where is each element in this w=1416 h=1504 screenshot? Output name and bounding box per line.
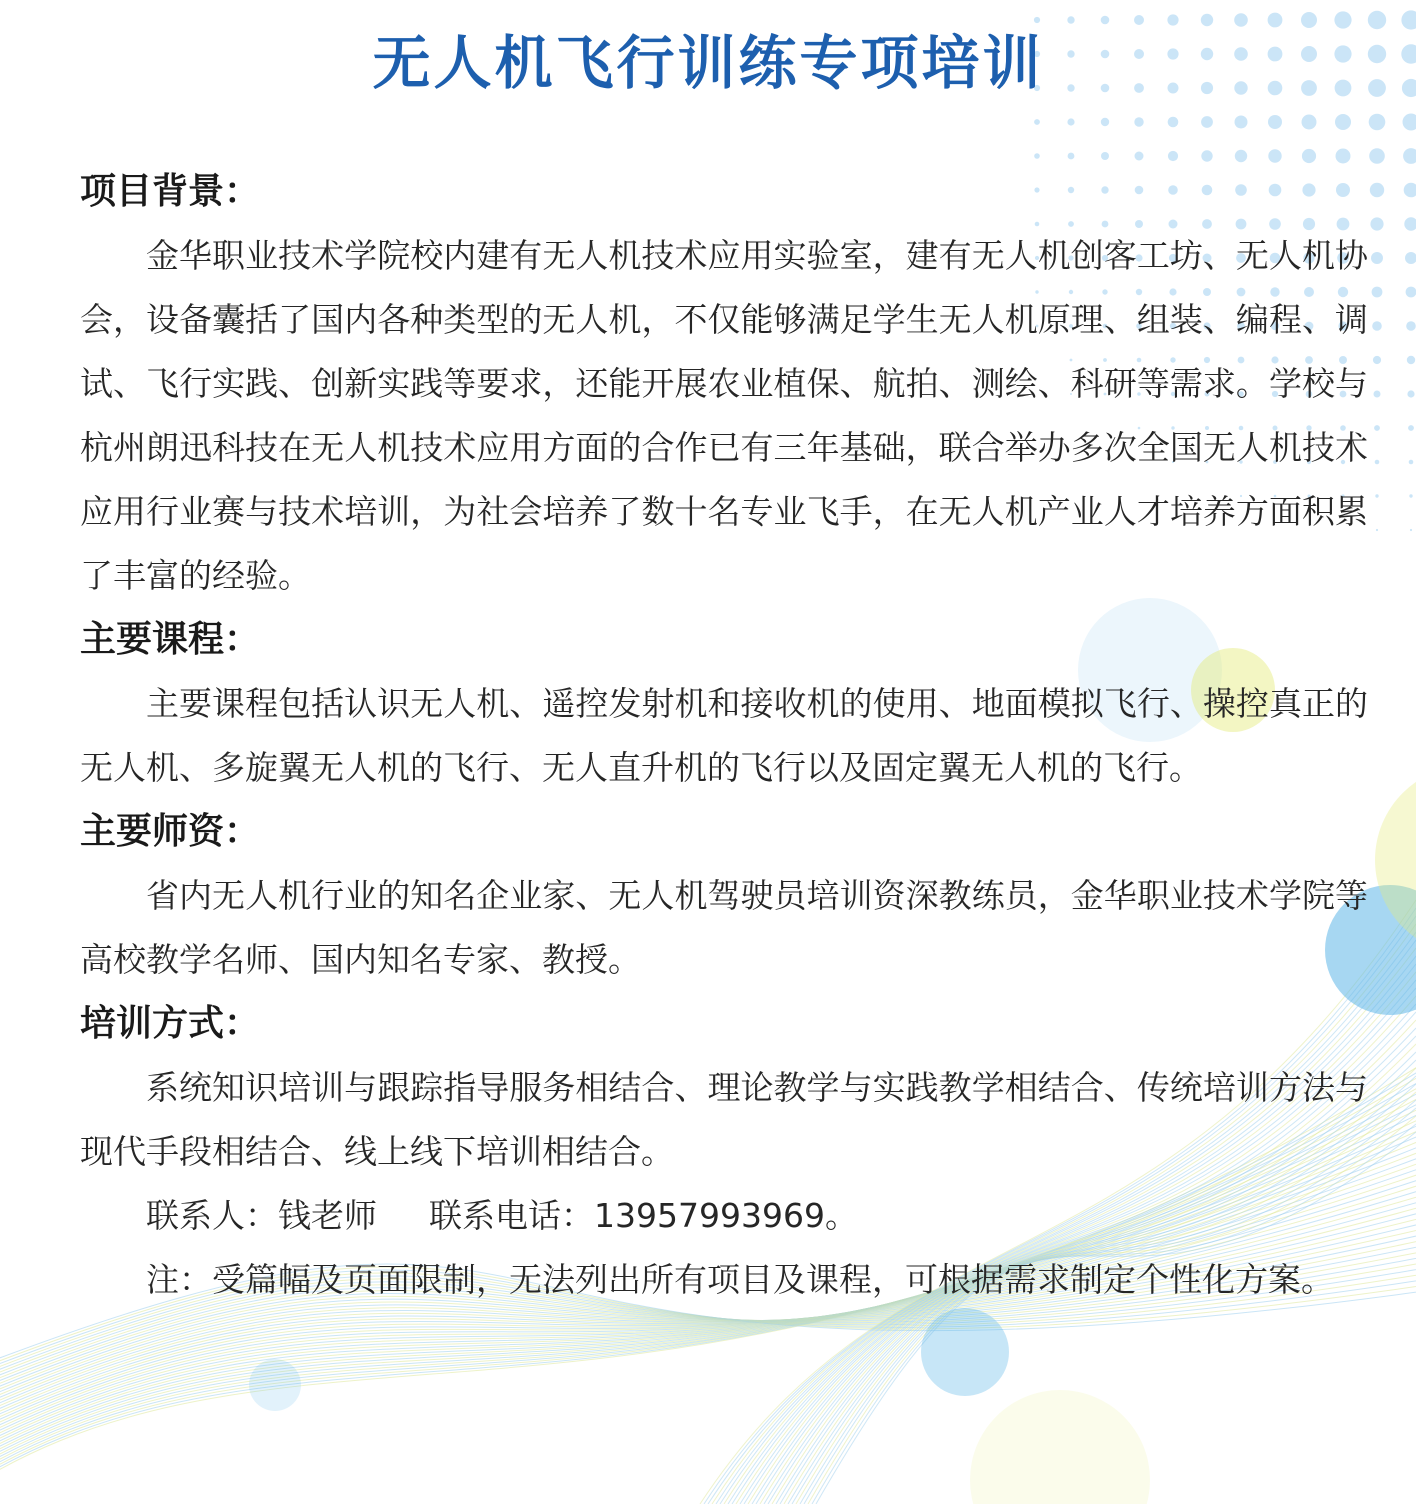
section-heading-training-mode: 培训方式： <box>80 1003 261 1044</box>
contact-phone: 联系电话：13957993969。 <box>429 1196 858 1235</box>
section-body-training-mode: 系统知识培训与跟踪指导服务相结合、理论教学与实践教学相结合、传统培训方法与现代手段相结合、线上线下培训相结合。 <box>80 1068 1368 1171</box>
contact-person: 联系人：钱老师 <box>146 1196 377 1235</box>
content <box>80 160 1368 1312</box>
note-text: 注：受篇幅及页面限制，无法列出所有项目及课程，可根据需求制定个性化方案。 <box>146 1260 1334 1299</box>
section-background <box>80 160 1368 608</box>
section-heading-courses: 主要课程： <box>80 619 261 660</box>
section-body-faculty: 省内无人机行业的知名企业家、无人机驾驶员培训资深教练员，金华职业技术学院等高校教学名师、国内知名专家、教授。 <box>80 876 1368 979</box>
section-body-courses: 主要课程包括认识无人机、遥控发射机和接收机的使用、地面模拟飞行、操控真正的无人机、多旋翼无人机的飞行、无人直升机的飞行以及固定翼无人机的飞行。 <box>80 684 1368 787</box>
section-courses <box>80 608 1368 800</box>
section-training-mode <box>80 992 1368 1184</box>
section-faculty <box>80 800 1368 992</box>
section-heading-background: 项目背景： <box>80 171 261 212</box>
section-body-background: 金华职业技术学院校内建有无人机技术应用实验室，建有无人机创客工坊、无人机协会，设备囊括了国内各种类型的无人机，不仅能够满足学生无人机原理、组装、编程、调试、飞行实践、创新实践等要求，还能开展农业植保、航拍、测绘、科研等需求。学校与杭州朗迅科技在无人机技术应用方面的合作已有三年基础，联合举办多次全国无人机技术应用行业赛与技术培训，为社会培养了数十名专业飞手，在无人机产业人才培养方面积累了丰富的经验。 <box>80 236 1368 595</box>
section-heading-faculty: 主要师资： <box>80 811 261 852</box>
contact-line <box>80 1184 1368 1248</box>
page-title: 无人机飞行训练专项培训 <box>372 29 1044 97</box>
